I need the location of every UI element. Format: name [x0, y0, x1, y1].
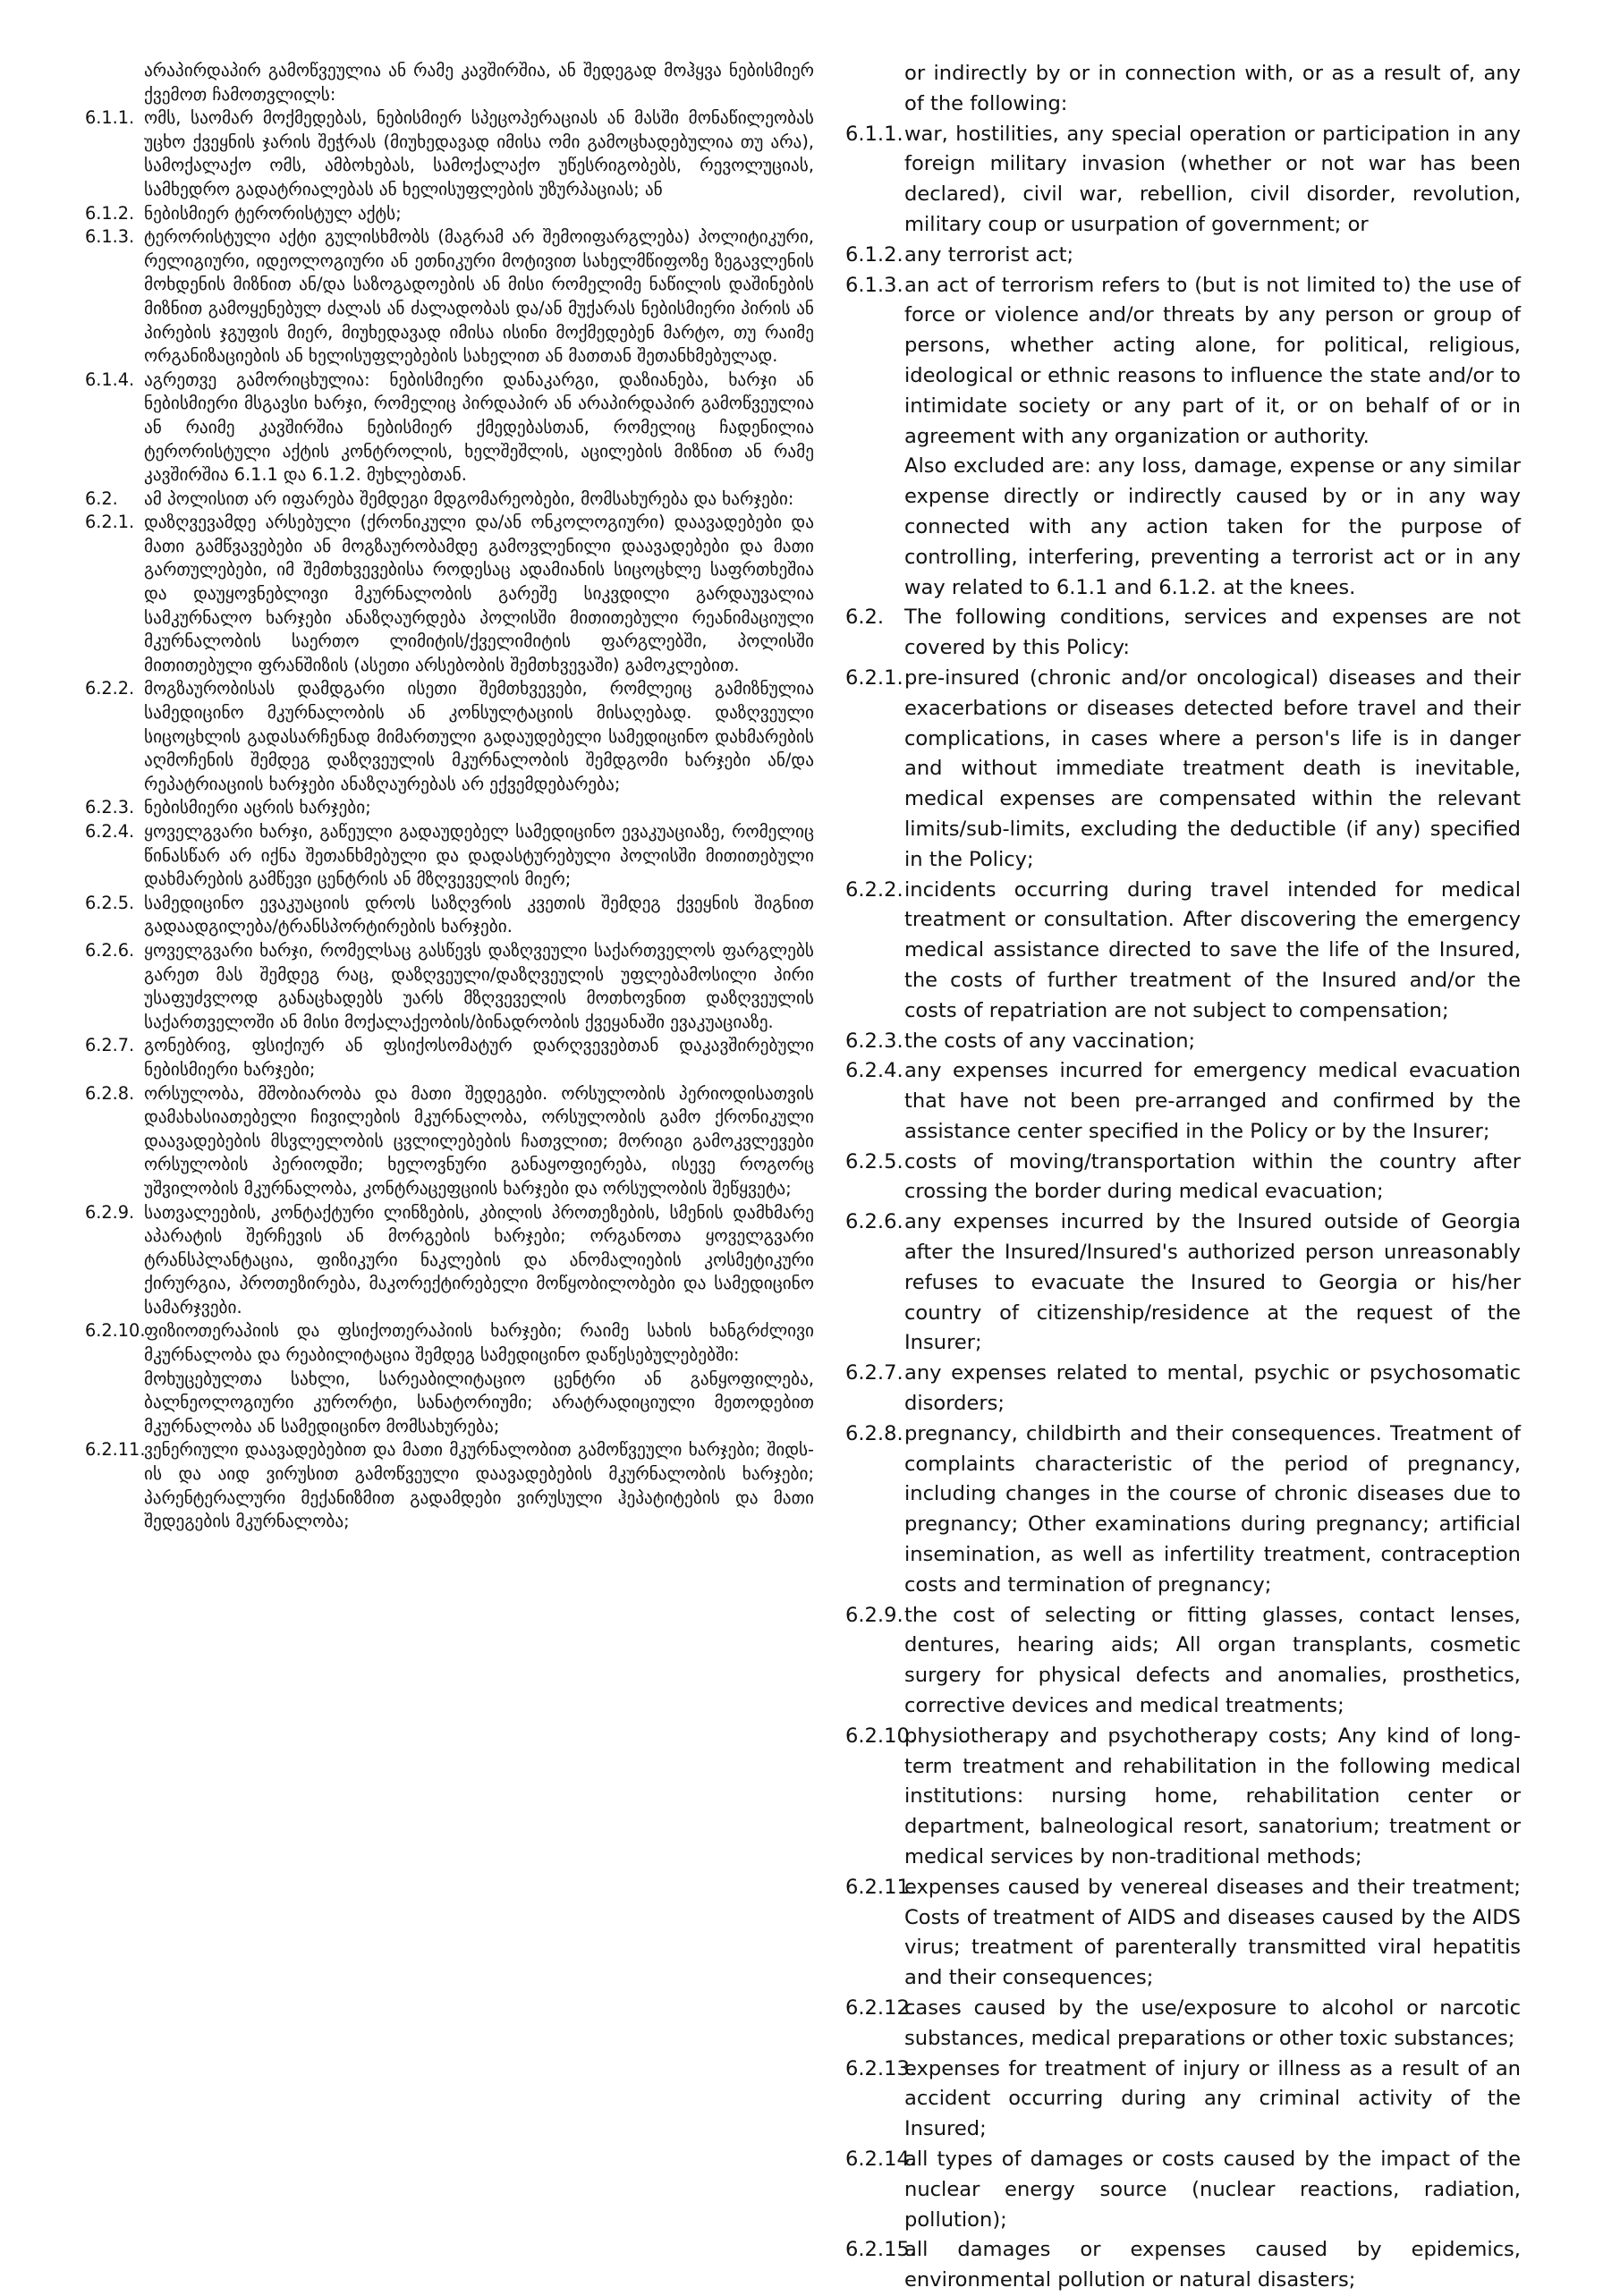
clause-text: the cost of selecting or fitting glasses, contact lenses, dentures, hearing aids; All organ transplants, cosmetic surgery for physical defects and anomalies, prosthetics, corrective devices and medical treatments;	[904, 1603, 1521, 1718]
clause-number: 6.2.8.	[845, 1421, 903, 1445]
clause-6-2-3-ka	[85, 796, 814, 820]
clause-text: ნებისმიერ ტერორისტულ აქტს;	[144, 202, 402, 224]
clause-6-2-10-ka	[85, 1319, 814, 1367]
clause-number: 6.2.	[845, 606, 885, 630]
clause-number: 6.2.8.	[85, 1082, 135, 1104]
clause-text: incidents occurring during travel intended for medical treatment or consultation. After discovering the emergency medical assistance directed to save the life of the Insured, the costs of further treatment of the Insured and/or the costs of repatriation are not subject to compensation;	[904, 877, 1521, 1022]
clause-6-2-15-en	[845, 2235, 1521, 2296]
clause-text: any expenses incurred by the Insured outside of Georgia after the Insured/Insured's authorized person unreasonably refuses to evacuate the Insured to Georgia or his/her country of citizenship/residence at the request of the Insurer;	[904, 1210, 1521, 1355]
clause-number: 6.2.9.	[845, 1603, 903, 1627]
clause-number: 6.2.14.	[845, 2147, 917, 2171]
clause-text: an act of terrorism refers to (but is not limited to) the use of force or violence and/or threats by any person or group of persons, whether acting alone, for political, religious, ideological or ethnic reasons to influence the state and/or to intimidate society or any part of it, or on behalf of or in agreement with any organization or authority.	[904, 273, 1521, 448]
clause-text: სათვალეების, კონტაქტური ლინზების, კბილის პროთეზების, სმენის დამხმარე აპარატის შერჩევის ან მორგების ხარჯები; ორგანოთა ყოველგვარი ტრანსპლანტაცია, ფიზიკური ნაკლების და ანომალიების კოსმეტიკური ქირურგია, პროთეზირება, მაკორექტირებელი მოწყობილობები და სამედიცინო სამარჯვები.	[144, 1201, 814, 1317]
clause-text: all types of damages or costs caused by the impact of the nuclear energy source (nuclear reactions, radiation, pollution);	[904, 2147, 1521, 2232]
clause-text: დაზღვევამდე არსებული (ქრონიკული და/ან ონკოლოგიური) დაავადებები და მათი გამწვავებები ან მოგზაურობამდე გამოვლენილი დაავადებები და მათი გართულებები, იმ შემთხვევებისა როდესაც ადამიანის სიცოცხლე საფრთხეშია და დაუყოვნებლივი მკურნალობის გარეშე სიკვდილი გარდაუვალია სამკურნალო ხარჯები ანაზღაურდება პოლისში მითითებული რეანიმაციული მკურნალობის საერთო ლიმიტის/ქველიმიტის ფარგლებში, პოლისში მითითებული ფრანშიზის (ასეთი არსებობის შემთხვევაში) გამოკლებით.	[144, 512, 814, 675]
clause-number: 6.1.1.	[845, 122, 903, 146]
clause-text: any expenses incurred for emergency medical evacuation that have not been pre-arranged and confirmed by the assistance center specified in the Policy or by the Insurer;	[904, 1059, 1521, 1143]
clause-text: მოგზაურობისას დამდგარი ისეთი შემთხვევები, რომლეიც გამიზნულია სამედიცინო მკურნალობის ან კონსულტაციის მისაღებად. დაზღვეული სიცოცხლის გადასარჩენად მიმართული გადაუდებელი სამედიცინო დახმარების აღმოჩენის შემდეგ დაზღვეულის მკურნალობის შემდგომი ხარჯები ან/და რეპატრიაციის ხარჯები ანაზღაურებას არ ექვემდებარება;	[144, 678, 814, 794]
clause-number: 6.2.1.	[845, 665, 903, 690]
clause-6-1-1-ka	[85, 106, 814, 201]
clause-number: 6.1.2.	[85, 202, 135, 224]
clause-6-2-2-en	[845, 876, 1521, 1027]
clause-text: war, hostilities, any special operation or participation in any foreign military invasion (whether or not war has been declared), civil war, rebellion, civil disorder, revolution, military coup or usurpation of government; or	[904, 122, 1521, 236]
clause-6-2-ka	[85, 487, 814, 512]
clause-text: ნებისმიერი აცრის ხარჯები;	[144, 797, 371, 818]
clause-6-1-4-ka	[85, 369, 814, 487]
clause-text: any terrorist act;	[904, 242, 1074, 267]
clause-text: ყოველგვარი ხარჯი, გაწეული გადაუდებელ სამედიცინო ევაკუაციაზე, რომელიც წინასწარ არ იქნა შეთანხმებული და დადასტურებული პოლისში მითითებული დახმარების გამწევი ცენტრის ან მზღვეველის მიერ;	[144, 821, 814, 890]
clause-number: 6.2.4.	[85, 821, 135, 842]
clause-number: 6.2.10.	[845, 1724, 917, 1748]
georgian-intro: არაპირდაპირ გამოწვეულია ან რამე კავშირშია, ან შედეგად მოჰყვა ნებისმიერ ქვემოთ ჩამოთვლილს:	[144, 60, 814, 105]
english-intro: or indirectly by or in connection with, or as a result of, any of the following:	[904, 62, 1521, 115]
clause-number: 6.2.6.	[845, 1210, 903, 1234]
clause-text: ყოველგვარი ხარჯი, რომელსაც გასწევს დაზღვეული საქართველოს ფარგლებს გარეთ მას შემდეგ რაც, დაზღვეული/დაზღვეულის უფლებამოსილი პირი უსაფუძვლოდ განაცხადებს უარს მზღვეველის მოთხოვნით დაზღვეულის საქართველოში ან მისი მოქალაქეობის/ბინადრობის ქვეყანაში ევაკუაციაზე.	[144, 939, 814, 1032]
clause-text: physiotherapy and psychotherapy costs; Any kind of long-term treatment and rehabilitation in the following medical institutions: nursing home, rehabilitation center or department, balneological resort, sanatorium; treatment or medical services by non-traditional methods;	[904, 1724, 1521, 1869]
clause-number: 6.2.15.	[845, 2238, 917, 2262]
clause-6-2-12-en	[845, 1994, 1521, 2055]
clause-6-2-10-en	[845, 1722, 1521, 1873]
clause-text: pregnancy, childbirth and their consequences. Treatment of complaints characteristic of the period of pregnancy, including changes in the course of chronic diseases due to pregnancy; Other examinations during pregnancy; artificial insemination, as well as infertility treatment, contraception costs and termination of pregnancy;	[904, 1421, 1521, 1597]
clause-6-1-2-ka	[85, 202, 814, 226]
clause-6-1-2-en	[845, 241, 1521, 271]
clause-6-2-1-en	[845, 664, 1521, 876]
clause-text: costs of moving/transportation within the country after crossing the border during medical evacuation;	[904, 1149, 1521, 1204]
clause-number: 6.2.7.	[85, 1035, 135, 1056]
clause-6-2-7-ka	[85, 1034, 814, 1081]
clause-text: expenses caused by venereal diseases and their treatment; Costs of treatment of AIDS and diseases caused by the AIDS virus; treatment of parenterally transmitted viral hepatitis and their consequences;	[904, 1875, 1521, 1990]
clause-number: 6.2.	[85, 487, 118, 509]
clause-number: 6.2.11.	[845, 1875, 917, 1899]
clause-number: 6.1.1.	[85, 107, 135, 129]
clause-text: all damages or expenses caused by epidemics, environmental pollution or natural disasters;	[904, 2238, 1521, 2292]
clause-6-2-13-en	[845, 2055, 1521, 2145]
clause-text: cases caused by the use/exposure to alcohol or narcotic substances, medical preparations or other toxic substances;	[904, 1996, 1521, 2050]
clause-number: 6.2.11.	[85, 1439, 146, 1461]
clause-6-1-3-also-excluded-en	[845, 452, 1521, 603]
clause-6-2-6-en	[845, 1207, 1521, 1359]
clause-6-2-10-continuation-ka	[85, 1368, 814, 1439]
clause-text: ომს, საომარ მოქმედებას, ნებისმიერ სპეცოპერაციას ან მასში მონაწილეობას უცხო ქვეყნის ჯარის შეჭრას (მიუხედავად იმისა ომი გამოცხადებულია თუ არა), სამოქალაქო ომს, ამბოხებას, სამოქალაქო უწესრიგობებს, რევოლუციას, სამხედრო გადატრიალებას ან ხელისუფლების უზურპაციას; ან	[144, 107, 814, 199]
clause-6-1-3-en	[845, 271, 1521, 453]
clause-number: 6.2.3.	[845, 1029, 903, 1053]
clause-number: 6.2.2.	[85, 678, 135, 699]
clause-6-2-6-ka	[85, 939, 814, 1034]
clause-6-2-en	[845, 603, 1521, 664]
georgian-column	[85, 59, 814, 1534]
clause-6-2-11-ka	[85, 1438, 814, 1533]
clause-text: the costs of any vaccination;	[904, 1029, 1196, 1053]
clause-text: ვენერიული დაავადებებით და მათი მკურნალობით გამოწვეული ხარჯები; შიდს-ის და აიდ ვირუსით გამოწვეული დაავადებების მკურნალობის ხარჯები; პარენტერალური მექანიზმით გადამდები ვირუსული ჰეპატიტების და მათი შედეგების მკურნალობა;	[144, 1439, 814, 1532]
clause-text: any expenses related to mental, psychic or psychosomatic disorders;	[904, 1361, 1521, 1416]
clause-6-2-4-ka	[85, 820, 814, 892]
clause-text: სამედიცინო ევაკუაციის დროს საზღვრის კვეთის შემდეგ ქვეყნის შიგნით გადაადგილება/ტრანსპორტირების ხარჯები.	[144, 892, 814, 937]
clause-number: 6.2.3.	[85, 797, 135, 818]
clause-text: expenses for treatment of injury or illness as a result of an accident occurring during any criminal activity of the Insured;	[904, 2056, 1521, 2141]
clause-text: ორსულობა, მშობიარობა და მათი შედეგები. ორსულობის პერიოდისათვის დამახასიათებელი ჩივილების მკურნალობა, ორსულობის გამო ქრონიკული დაავადებების მსვლელობის ცვლილებების ჩათვლით; მორიგი გამოკვლევები ორსულობის პერიოდში; ხელოვნური განაყოფიერება, ისევე როგორც უშვილობის მკურნალობა, კონტრაცეფციის ხარჯები და ორსულობის შეწყვეტა;	[144, 1082, 814, 1199]
clause-number: 6.2.9.	[85, 1201, 135, 1223]
clause-number: 6.1.2.	[845, 242, 903, 267]
clause-number: 6.1.3.	[845, 273, 903, 297]
english-column	[845, 59, 1521, 2296]
clause-number: 6.1.4.	[85, 369, 135, 390]
clause-number: 6.2.2.	[845, 877, 903, 902]
clause-text: ამ პოლისით არ იფარება შემდეგი მდგომარეობები, მომსახურება და ხარჯები:	[144, 487, 794, 509]
clause-6-2-7-en	[845, 1359, 1521, 1419]
clause-6-2-4-en	[845, 1056, 1521, 1147]
clause-text: Also excluded are: any loss, damage, expense or any similar expense directly or indirectly caused by or in any way connected with any action taken for the purpose of controlling, interfering, preventing a terrorist act or in any way related to 6.1.1 and 6.1.2. at the knees.	[904, 454, 1521, 599]
clause-number: 6.2.13.	[845, 2056, 917, 2080]
clause-number: 6.2.12.	[845, 1996, 917, 2020]
clause-text: გონებრივ, ფსიქიურ ან ფსიქოსომატურ დარღვევებთან დაკავშირებული ნებისმიერი ხარჯები;	[144, 1035, 814, 1080]
clause-text: ფიზიოთერაპიის და ფსიქოთერაპიის ხარჯები; რაიმე სახის ხანგრძლივი მკურნალობა და რეაბილიტაცია შემდეგ სამედიცინო დაწესებულებებში:	[144, 1320, 814, 1366]
clause-6-2-9-ka	[85, 1201, 814, 1320]
clause-6-2-9-en	[845, 1601, 1521, 1722]
clause-number: 6.2.10.	[85, 1320, 146, 1342]
clause-number: 6.2.7.	[845, 1361, 903, 1385]
clause-number: 6.2.5.	[85, 892, 135, 913]
clause-6-2-8-en	[845, 1419, 1521, 1601]
clause-6-2-1-ka	[85, 511, 814, 677]
clause-text: აგრეთვე გამორიცხულია: ნებისმიერი დანაკარგი, დაზიანება, ხარჯი ან ნებისმიერი მსგავსი ხარჯი, რომელიც პირდაპირ ან არაპირდაპირ გამოწვეულია ან რაიმე კავშირშია ნებისმიერ ქმედებასთან, რომელიც ჩადენილია ტერორისტული აქტის კონტროლის, ხელშეშლის, აცილების მიზნით ან რამე კავშირშია 6.1.1 და 6.1.2. მუხლებთან.	[144, 369, 814, 486]
clause-number: 6.2.1.	[85, 512, 135, 533]
clause-6-2-2-ka	[85, 677, 814, 796]
clause-6-2-14-en	[845, 2145, 1521, 2235]
clause-6-2-11-en	[845, 1873, 1521, 1994]
clause-6-1-1-en	[845, 120, 1521, 241]
clause-number: 6.2.5.	[845, 1149, 903, 1173]
clause-6-2-8-ka	[85, 1082, 814, 1201]
clause-6-2-5-ka	[85, 892, 814, 939]
clause-text: The following conditions, services and expenses are not covered by this Policy:	[904, 606, 1521, 660]
clause-text: ტერორისტული აქტი გულისხმობს (მაგრამ არ შემოიფარგლება) პოლიტიკური, რელიგიური, იდეოლოგიური ან ეთნიკური მოტივით სახელმწიფოზე ზეგავლენის მოხდენის მიზნით ან/და საზოგადოების ან მისი რომელიმე ნაწილის დაშინების მიზნით გამოყენებულ ძალას ან ძალადობას და/ან მუქარას ნებისმიერი პირის ან პირების ჯგუფის მიერ, მიუხედავად იმისა ისინი მოქმედებენ მარტო, თუ რაიმე ორგანიზაციების ან ხელისუფლებების სახელით ან მათთან შეთანხმებულად.	[144, 226, 814, 367]
clause-text: pre-insured (chronic and/or oncological) diseases and their exacerbations or diseases detected before travel and their complications, in cases where a person's life is in danger and without immediate treatment death is inevitable, medical expenses are compensated within the relevant limits/sub-limits, excluding the deductible (if any) specified in the Policy;	[904, 665, 1521, 871]
clause-6-1-3-ka	[85, 225, 814, 369]
clause-6-2-3-en	[845, 1027, 1521, 1057]
clause-number: 6.2.4.	[845, 1059, 903, 1083]
clause-6-2-5-en	[845, 1148, 1521, 1208]
clause-text: მოხუცებულთა სახლი, სარეაბილიტაციო ცენტრი ან განყოფილება, ბალნეოლოგიური კურორტი, სანატორიუმი; არატრადიციული მეთოდებით მკურნალობა ან სამედიცინო მომსახურება;	[144, 1368, 814, 1436]
clause-number: 6.1.3.	[85, 226, 135, 248]
clause-number: 6.2.6.	[85, 939, 135, 961]
